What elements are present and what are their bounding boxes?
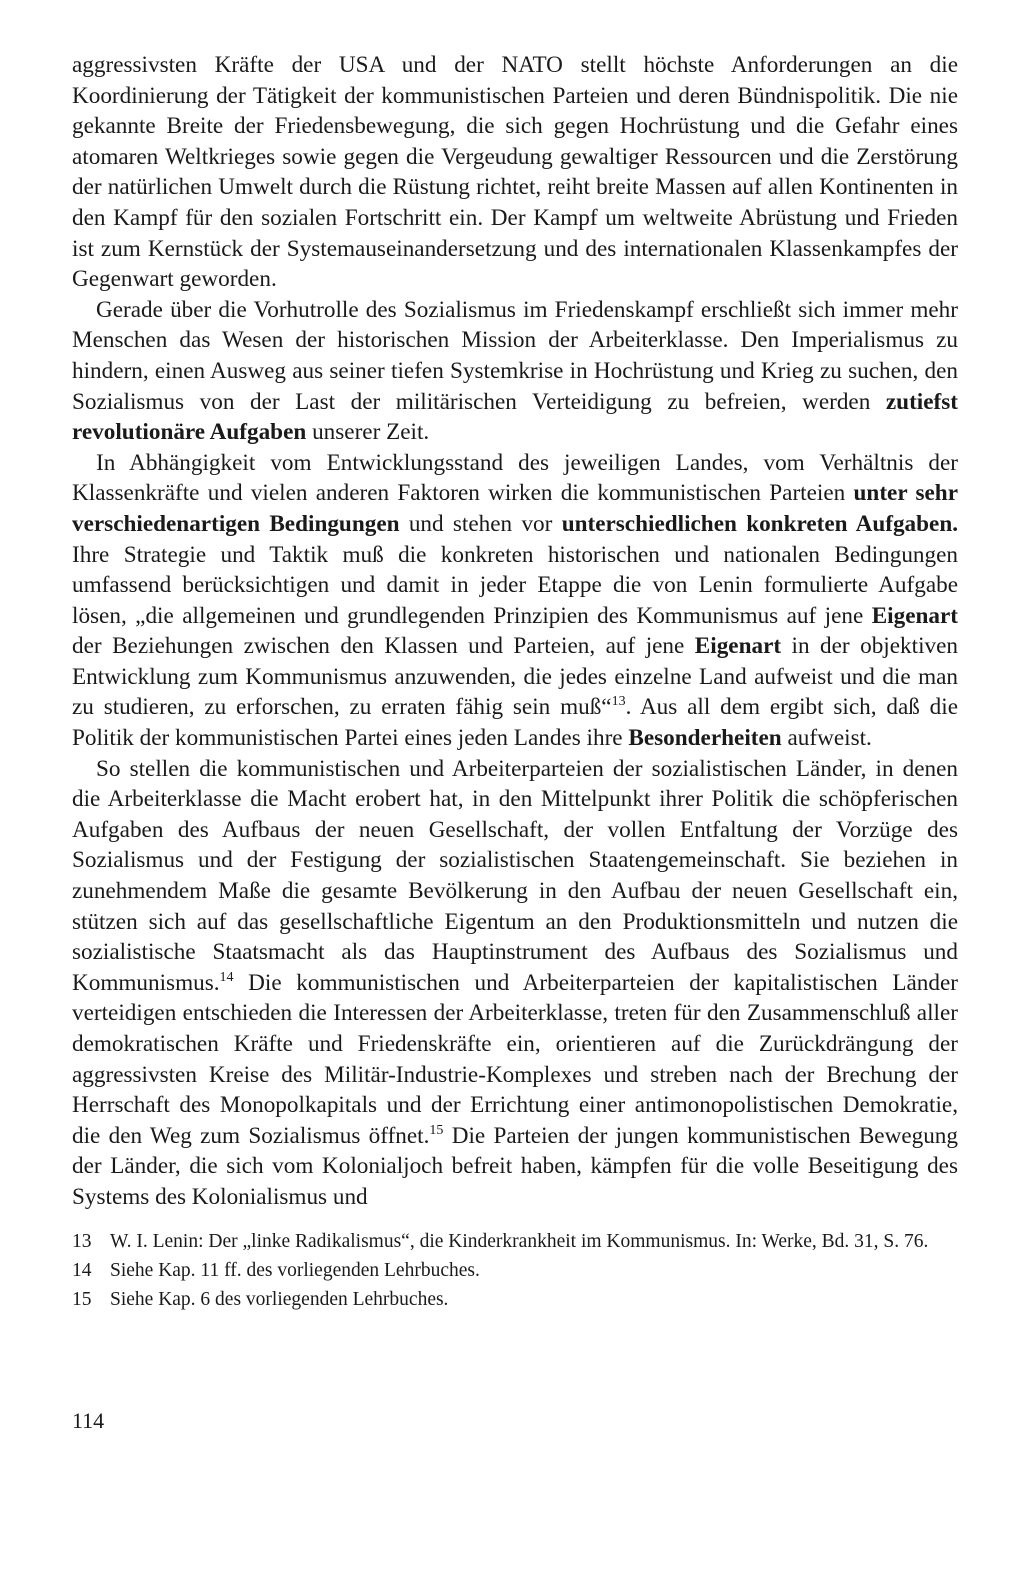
page-number: 114 (72, 1408, 105, 1433)
footnote (72, 1229, 958, 1255)
footnote-text: W. I. Lenin: Der „linke Radikalismus“, die Kinderkrankheit im Kommunismus. In: Werke, Bd. 31, S. 76. (110, 1230, 929, 1252)
footnote-ref: 13 (611, 694, 626, 710)
footnote-number: 15 (72, 1288, 92, 1310)
paragraph-2: Gerade über die Vorhutrolle des Sozialismus im Friedenskampf erschließt sich immer mehr Menschen das Wesen der historischen Mission der Arbeiterklasse. Den Imperialismus zu hindern, einen Ausweg aus seiner tiefen Systemkrise in Hochrüstung und Krieg zu suchen, den Sozialismus von der Last der militärischen Verteidigung zu befreien, werden zutiefst revolutionäre Aufgaben unserer Zeit. (72, 296, 958, 446)
main-text (72, 50, 958, 1213)
bold-phrase: Eigenart (871, 602, 958, 629)
footnote-number: 14 (72, 1259, 92, 1281)
paragraph-3: In Abhängigkeit vom Entwicklungsstand des jeweiligen Landes, vom Verhältnis der Klassenkräfte und vielen anderen Faktoren wirken die kommunistischen Parteien unter sehr verschiedenartigen Bedingungen und stehen vor unterschiedlichen konkreten Aufgaben. Ihre Strategie und Taktik muß die konkreten historischen und nationalen Bedingungen umfassend berücksichtigen und damit in jeder Etappe die von Lenin formulierte Aufgabe lösen, „die allgemeinen und grundlegenden Prinzipien des Kommunismus auf jene Eigenart der Beziehungen zwischen den Klassen und Parteien, auf jene Eigenart in der objektiven Entwicklung zum Kommunismus anzuwenden, die jedes einzelne Land aufweist und die man zu studieren, zu erforschen, zu erraten fähig sein muß“$^{13}$. Aus all dem ergibt sich, daß die Politik der kommunistischen Partei eines jeden Landes ihre Besonderheiten aufweist. (72, 449, 959, 752)
footnote-text: Siehe Kap. 11 ff. des vorliegenden Lehrbuches. (110, 1259, 480, 1281)
footnote-ref: 15 (429, 1122, 444, 1138)
paragraph-1: aggressivsten Kräfte der USA und der NATO stellt höchste Anforderungen an die Koordinierung der Tätigkeit der kommunistischen Parteien und deren Bündnispolitik. Die nie gekannte Breite der Friedensbewegung, die sich gegen Hochrüstung und die Gefahr eines atomaren Weltkrieges sowie gegen die Vergeudung gewaltiger Ressourcen und die Zerstörung der natürlichen Umwelt durch die Rüstung richtet, reiht breite Massen auf allen Kontinenten in den Kampf für den sozialen Fortschritt ein. Der Kampf um weltweite Abrüstung und Frieden ist zum Kernstück der Systemauseinandersetzung und des internationalen Klassenkampfes der Gegenwart geworden. (72, 52, 958, 293)
paragraph-4: So stellen die kommunistischen und Arbeiterparteien der sozialistischen Länder, in denen die Arbeiterklasse die Macht erobert hat, in den Mittelpunkt ihrer Politik die schöpferischen Aufgaben des Aufbaus der neuen Gesellschaft, der vollen Entfaltung der Vorzüge des Sozialismus und der Festigung der sozialistischen Staatengemeinschaft. Sie beziehen in zunehmendem Maße die gesamte Bevölkerung in den Aufbau der neuen Gesellschaft ein, stützen sich auf das gesellschaftliche Eigentum an den Produktionsmitteln und nutzen die sozialistische Staatsmacht als das Hauptinstrument des Aufbaus des Sozialismus und Kommunismus.$^{14}$ Die kommunistischen und Arbeiterparteien der kapitalistischen Länder verteidigen entschieden die Interessen der Arbeiterklasse, treten für den Zusammenschluß aller demokratischen Kräfte und Friedenskräfte ein, orientieren auf die Zurückdrängung der aggressivsten Kreise des Militär-Industrie-Komplexes und streben nach der Brechung der Herrschaft des Monopolkapitals und der Errichtung einer antimonopolistischen Demokratie, die den Weg zum Sozialismus öffnet.$^{15}$ Die Parteien der jungen kommunistischen Bewegung der Länder, die sich vom Kolonialjoch befreit haben, kämpfen für die volle Beseitigung des Systems des Kolonialismus und (72, 755, 958, 1210)
bold-phrase: Besonderheiten (628, 725, 782, 752)
bold-phrase: unter sehr verschiedenartigen Bedingungen (72, 480, 958, 537)
footnotes (72, 1229, 958, 1313)
footnote (72, 1258, 958, 1284)
footnote (72, 1287, 958, 1313)
footnote-text: Siehe Kap. 6 des vorliegenden Lehrbuches. (110, 1288, 449, 1310)
bold-phrase: unterschiedlichen konkreten Aufgaben. (561, 510, 959, 537)
footnote-ref: 14 (219, 969, 234, 985)
footnote-number: 13 (72, 1230, 92, 1252)
bold-phrase: Eigenart (694, 633, 782, 660)
bold-phrase: zutiefst revolutionäre Aufgaben (72, 388, 958, 446)
